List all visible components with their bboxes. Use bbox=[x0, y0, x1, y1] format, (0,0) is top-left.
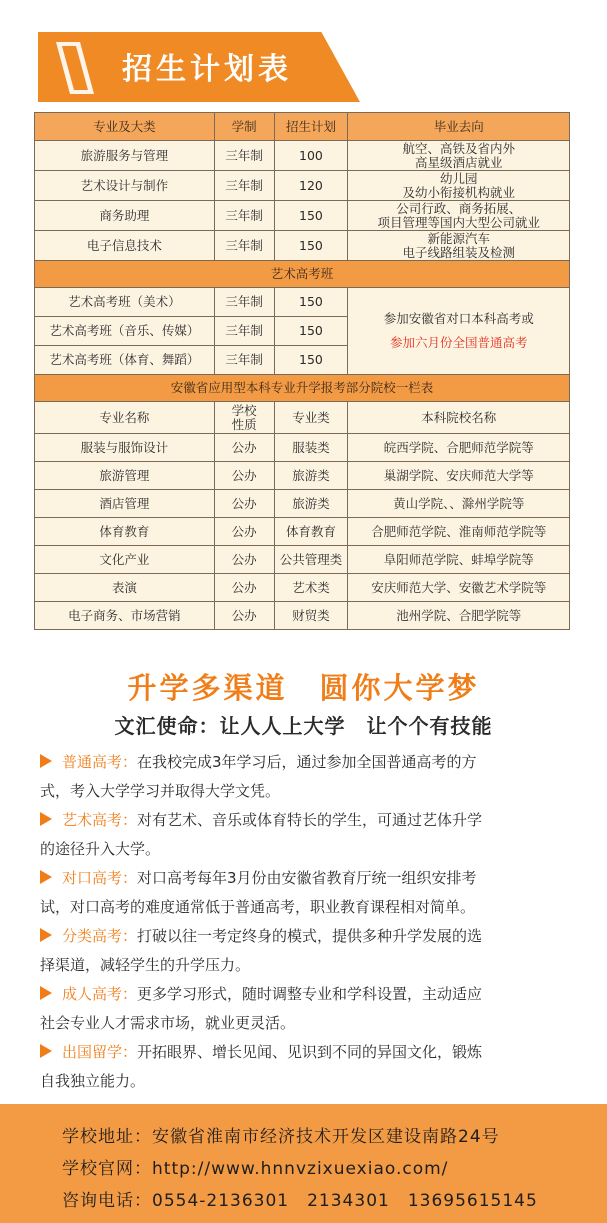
univ-header-schools: 本科院校名称 bbox=[348, 402, 570, 434]
slogan-heading: 升学多渠道 圆你大学梦 bbox=[127, 671, 480, 705]
major-plan: 100 bbox=[274, 141, 348, 171]
univ-major: 体育教育 bbox=[35, 518, 215, 546]
list-item bbox=[40, 1038, 576, 1096]
major-name: 商务助理 bbox=[35, 201, 215, 231]
list-item bbox=[40, 806, 576, 864]
major-duration: 三年制 bbox=[214, 201, 274, 231]
table-row bbox=[35, 141, 570, 171]
path-keyword: 分类高考： bbox=[62, 927, 138, 945]
univ-category: 服装类 bbox=[274, 434, 348, 462]
univ-header-category: 专业类 bbox=[274, 402, 348, 434]
univ-major: 服装与服饰设计 bbox=[35, 434, 215, 462]
univ-section-title: 安徽省应用型本科专业升学报考部分院校一栏表 bbox=[35, 375, 570, 402]
art-class-name: 艺术高考班（美术） bbox=[35, 288, 215, 317]
banner-slash-icon bbox=[52, 42, 98, 94]
consult-phone: 咨询电话：0554-2136301 2134301 13695615145 bbox=[62, 1191, 538, 1211]
path-text: 打破以往一考定终身的模式，提供多种升学发展的选 bbox=[137, 927, 483, 945]
art-section-title: 艺术高考班 bbox=[35, 261, 570, 288]
univ-header-nature bbox=[214, 402, 274, 434]
triangle-bullet-icon bbox=[40, 754, 52, 768]
univ-nature: 公办 bbox=[214, 546, 274, 574]
title-banner bbox=[38, 32, 360, 102]
list-item bbox=[40, 922, 576, 980]
univ-section-row bbox=[35, 375, 570, 402]
univ-category: 旅游类 bbox=[274, 490, 348, 518]
art-section-row bbox=[35, 261, 570, 288]
path-keyword: 对口高考： bbox=[62, 869, 138, 887]
admission-paths-list bbox=[40, 748, 576, 1096]
univ-major: 电子商务、市场营销 bbox=[35, 602, 215, 630]
art-class-plan: 150 bbox=[274, 317, 348, 346]
enrollment-table bbox=[34, 112, 570, 630]
triangle-bullet-icon bbox=[40, 986, 52, 1000]
major-destination bbox=[348, 201, 570, 231]
dest-line: 幼儿园 bbox=[439, 170, 478, 186]
univ-schools: 巢湖学院、安庆师范大学等 bbox=[348, 462, 570, 490]
table-row bbox=[35, 231, 570, 261]
list-item bbox=[40, 980, 576, 1038]
path-text: 自我独立能力。 bbox=[40, 1072, 146, 1090]
table-row bbox=[35, 462, 570, 490]
art-note bbox=[348, 288, 570, 375]
univ-nature: 公办 bbox=[214, 602, 274, 630]
univ-header-row bbox=[35, 402, 570, 434]
table-row bbox=[35, 201, 570, 231]
dest-line: 电子线路组装及检测 bbox=[402, 244, 515, 260]
dest-line: 航空、高铁及省内外 bbox=[402, 140, 515, 156]
univ-category: 旅游类 bbox=[274, 462, 348, 490]
art-class-plan: 150 bbox=[274, 288, 348, 317]
art-note-highlight: 参加六月份全国普通高考 bbox=[389, 335, 528, 350]
table-row bbox=[35, 288, 570, 317]
triangle-bullet-icon bbox=[40, 1044, 52, 1058]
univ-category: 艺术类 bbox=[274, 574, 348, 602]
table-row bbox=[35, 574, 570, 602]
major-plan: 150 bbox=[274, 201, 348, 231]
list-item bbox=[40, 864, 576, 922]
triangle-bullet-icon bbox=[40, 870, 52, 884]
path-text: 社会专业人才需求市场，就业更灵活。 bbox=[40, 1014, 296, 1032]
path-keyword: 艺术高考： bbox=[62, 811, 138, 829]
univ-major: 旅游管理 bbox=[35, 462, 215, 490]
table-row bbox=[35, 434, 570, 462]
table-header-row bbox=[35, 113, 570, 141]
univ-major: 文化产业 bbox=[35, 546, 215, 574]
art-class-name: 艺术高考班（体育、舞蹈） bbox=[35, 346, 215, 375]
major-destination bbox=[348, 141, 570, 171]
art-class-duration: 三年制 bbox=[214, 317, 274, 346]
univ-major: 表演 bbox=[35, 574, 215, 602]
major-plan: 120 bbox=[274, 171, 348, 201]
header-duration: 学制 bbox=[214, 113, 274, 141]
path-text: 择渠道，减轻学生的升学压力。 bbox=[40, 956, 251, 974]
dest-line: 及幼小衔接机构就业 bbox=[402, 184, 515, 200]
header-major: 专业及大类 bbox=[35, 113, 215, 141]
major-name: 艺术设计与制作 bbox=[35, 171, 215, 201]
triangle-bullet-icon bbox=[40, 928, 52, 942]
path-keyword: 普通高考： bbox=[62, 753, 138, 771]
major-duration: 三年制 bbox=[214, 171, 274, 201]
dest-line: 项目管理等国内大型公司就业 bbox=[377, 214, 540, 230]
univ-schools: 阜阳师范学院、蚌埠学院等 bbox=[348, 546, 570, 574]
major-name: 电子信息技术 bbox=[35, 231, 215, 261]
path-text: 式，考入大学学习并取得大学文凭。 bbox=[40, 782, 281, 800]
univ-schools: 合肥师范学院、淮南师范学院等 bbox=[348, 518, 570, 546]
art-class-plan: 150 bbox=[274, 346, 348, 375]
path-text: 开拓眼界、增长见闻、见识到不同的异国文化，锻炼 bbox=[137, 1043, 483, 1061]
major-duration: 三年制 bbox=[214, 141, 274, 171]
path-text: 对口高考每年3月份由安徽省教育厅统一组织安排考 bbox=[137, 869, 477, 887]
univ-header-major: 专业名称 bbox=[35, 402, 215, 434]
page-title: 招生计划表 bbox=[122, 52, 292, 87]
univ-schools: 池州学院、合肥学院等 bbox=[348, 602, 570, 630]
art-note-line: 参加安徽省对口本科高考或 bbox=[383, 311, 534, 326]
major-destination bbox=[348, 231, 570, 261]
univ-nature: 公办 bbox=[214, 518, 274, 546]
triangle-bullet-icon bbox=[40, 812, 52, 826]
univ-schools: 黄山学院、、滁州学院等 bbox=[348, 490, 570, 518]
contact-footer bbox=[0, 1104, 607, 1223]
table-row bbox=[35, 546, 570, 574]
univ-nature: 公办 bbox=[214, 434, 274, 462]
univ-major: 酒店管理 bbox=[35, 490, 215, 518]
univ-schools: 安庆师范大学、安徽艺术学院等 bbox=[348, 574, 570, 602]
univ-schools: 皖西学院、合肥师范学院等 bbox=[348, 434, 570, 462]
univ-category: 公共管理类 bbox=[274, 546, 348, 574]
motto-heading: 文汇使命：让人人上大学 让个个有技能 bbox=[114, 714, 493, 738]
major-destination bbox=[348, 171, 570, 201]
table-row bbox=[35, 602, 570, 630]
school-address: 学校地址：安徽省淮南市经济技术开发区建设南路24号 bbox=[62, 1127, 500, 1147]
art-class-duration: 三年制 bbox=[214, 288, 274, 317]
path-text: 更多学习形式，随时调整专业和学科设置，主动适应 bbox=[137, 985, 483, 1003]
art-class-duration: 三年制 bbox=[214, 346, 274, 375]
table-row bbox=[35, 518, 570, 546]
major-name: 旅游服务与管理 bbox=[35, 141, 215, 171]
nature-line: 学校 bbox=[231, 402, 257, 418]
table-row bbox=[35, 171, 570, 201]
header-plan: 招生计划 bbox=[274, 113, 348, 141]
path-text: 试，对口高考的难度通常低于普通高考，职业教育课程相对简单。 bbox=[40, 898, 476, 916]
school-website-link[interactable]: 学校官网：http://www.hnnvzixuexiao.com/ bbox=[62, 1159, 449, 1179]
univ-category: 体育教育 bbox=[274, 518, 348, 546]
path-text: 对有艺术、音乐或体育特长的学生，可通过艺体升学 bbox=[137, 811, 483, 829]
dest-line: 高星级酒店就业 bbox=[414, 154, 503, 170]
art-class-name: 艺术高考班（音乐、传媒） bbox=[35, 317, 215, 346]
path-text: 的途径升入大学。 bbox=[40, 840, 161, 858]
nature-line: 性质 bbox=[231, 416, 257, 432]
univ-nature: 公办 bbox=[214, 574, 274, 602]
header-destination: 毕业去向 bbox=[348, 113, 570, 141]
major-plan: 150 bbox=[274, 231, 348, 261]
path-keyword: 出国留学： bbox=[62, 1043, 138, 1061]
path-text: 在我校完成3年学习后，通过参加全国普通高考的方 bbox=[137, 753, 477, 771]
dest-line: 公司行政、商务拓展、 bbox=[396, 200, 522, 216]
table-row bbox=[35, 490, 570, 518]
univ-category: 财贸类 bbox=[274, 602, 348, 630]
path-keyword: 成人高考： bbox=[62, 985, 138, 1003]
dest-line: 新能源汽车 bbox=[427, 230, 490, 246]
major-duration: 三年制 bbox=[214, 231, 274, 261]
univ-nature: 公办 bbox=[214, 490, 274, 518]
univ-nature: 公办 bbox=[214, 462, 274, 490]
list-item bbox=[40, 748, 576, 806]
